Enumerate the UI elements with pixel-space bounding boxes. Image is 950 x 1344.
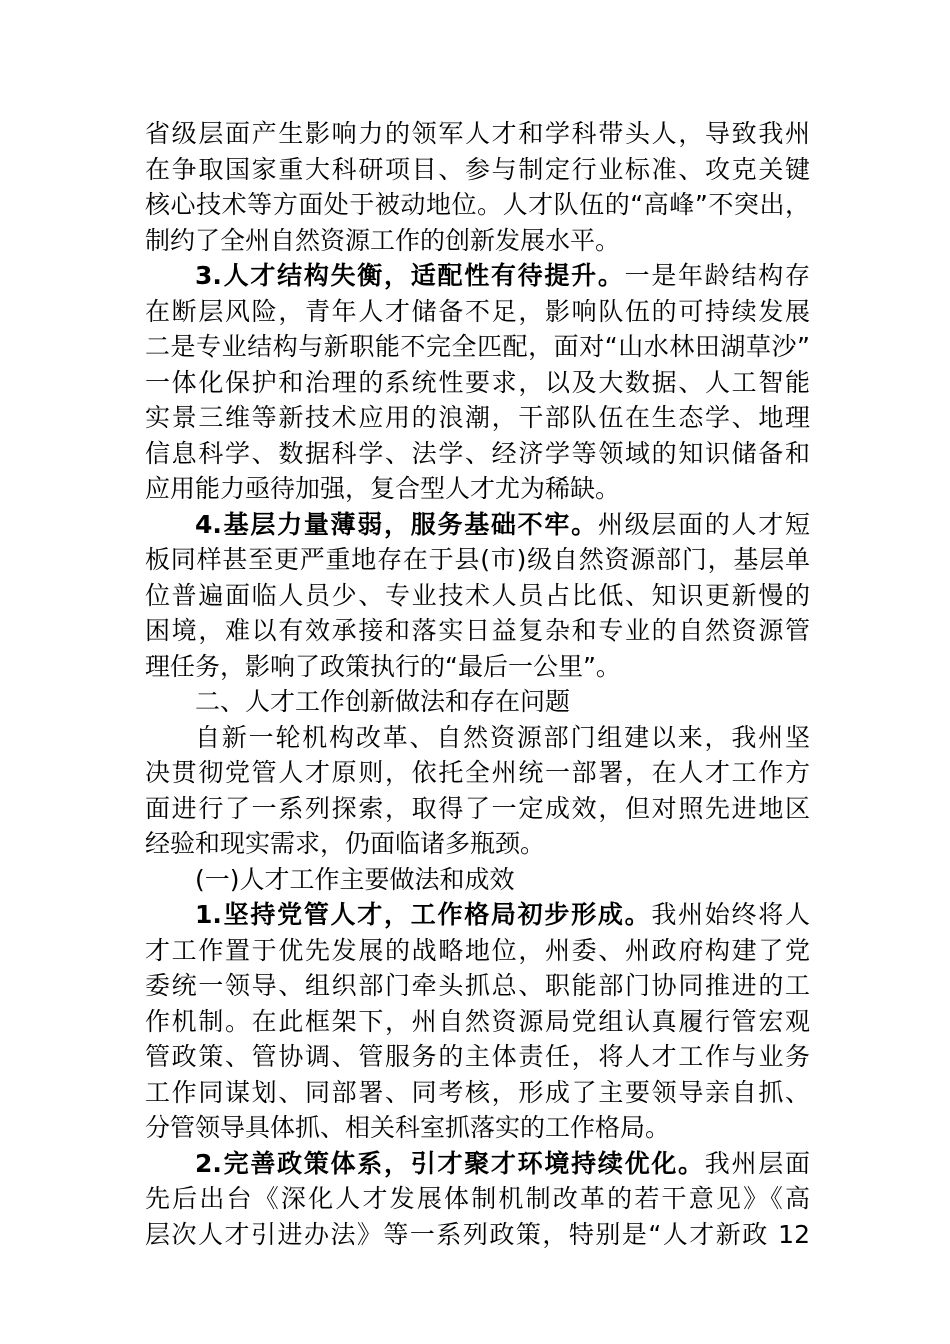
text-line [145,365,810,401]
line-text: 理任务，影响了政策执行的“最后一公里”。 [145,651,621,681]
line-text: 二是专业结构与新职能不完全匹配，面对“山水林田湖草沙” [145,332,810,361]
text-line [145,471,810,507]
text-line [145,1039,810,1075]
text-line [145,1146,810,1182]
line-text: 分管领导具体抓、相关科室抓落实的工作格局。 [145,1113,671,1142]
text-line [145,1004,810,1040]
line-text: 信息科学、数据科学、法学、经济学等领域的知识储备和 [145,438,810,468]
line-text: 一体化保护和治理的系统性要求，以及大数据、人工智能 [145,367,810,397]
line-text: 我州始终将人 [651,900,810,929]
text-line [145,791,810,827]
line-text: 州级层面的人才短 [597,509,810,539]
text-line [145,649,810,685]
bold-heading: 3.人才结构失衡，适配性有待提升。 [195,261,625,290]
line-text: 一是年龄结构存 [624,261,810,290]
line-text: 省级层面产生影响力的领军人才和学科带头人，导致我州 [145,119,810,148]
bold-heading: 1.坚持党管人才，工作格局初步形成。 [195,900,652,929]
text-line [145,329,810,365]
line-text: 自新一轮机构改革、自然资源部门组建以来，我州坚 [195,722,810,752]
line-text: 决贯彻党管人才原则，依托全州统一部署，在人才工作方 [145,758,810,787]
text-line [145,684,810,720]
text-line [145,294,810,330]
line-text: 在断层风险，青年人才储备不足，影响队伍的可持续发展 [145,296,810,326]
text-line [145,968,810,1004]
line-text: 实景三维等新技术应用的浪潮，干部队伍在生态学、地理 [145,403,810,432]
text-line [145,152,810,188]
text-line [145,755,810,791]
text-line [145,826,810,862]
text-line [145,258,810,294]
line-text: 委统一领导、组织部门牵头抓总、职能部门协同推进的工 [145,971,810,1000]
line-text: 位普遍面临人员少、专业技术人员占比低、知识更新慢的 [145,580,810,610]
text-line [145,720,810,756]
line-text: 在争取国家重大科研项目、参与制定行业标准、攻克关键 [145,154,810,184]
line-text: 困境，难以有效承接和落实日益复杂和专业的自然资源管 [145,616,810,645]
text-line [145,116,810,152]
line-text: (一)人才工作主要做法和成效 [195,864,515,894]
line-text: 制约了全州自然资源工作的创新发展水平。 [145,225,621,255]
bold-heading: 2.完善政策体系，引才聚才环境持续优化。 [195,1148,705,1178]
line-text: 作机制。在此框架下，州自然资源局党组认真履行管宏观 [145,1006,810,1036]
text-line [145,187,810,223]
line-text: 二、人才工作创新做法和存在问题 [195,687,571,716]
line-text: 经验和现实需求，仍面临诸多瓶颈。 [145,829,546,858]
text-line [145,613,810,649]
line-text: 工作同谋划、同部署、同考核，形成了主要领导亲自抓、 [145,1077,810,1107]
text-line [145,542,810,578]
text-line [145,933,810,969]
line-text: 面进行了一系列探索，取得了一定成效，但对照先进地区 [145,793,810,823]
text-line [145,1110,810,1146]
line-text: 应用能力亟待加强，复合型人才尤为稀缺。 [145,474,621,503]
text-line [145,1217,810,1253]
text-line [145,436,810,472]
text-line [145,1181,810,1217]
bold-heading: 4.基层力量薄弱，服务基础不牢。 [195,509,598,539]
text-line [145,223,810,259]
line-text: 层次人才引进办法》等一系列政策，特别是“人才新政 12 [145,1219,810,1249]
document-body [145,116,810,1252]
text-line [145,507,810,543]
text-line [145,400,810,436]
text-line [145,862,810,898]
line-text: 我州层面 [704,1148,810,1178]
text-line [145,897,810,933]
line-text: 板同样甚至更严重地存在于县(市)级自然资源部门，基层单 [145,545,810,574]
text-line [145,1075,810,1111]
line-text: 核心技术等方面处于被动地位。人才队伍的“高峰”不突出， [145,190,810,219]
text-line [145,578,810,614]
line-text: 才工作置于优先发展的战略地位，州委、州政府构建了党 [145,935,810,965]
line-text: 先后出台《深化人才发展体制机制改革的若干意见》《高 [145,1184,810,1213]
line-text: 管政策、管协调、管服务的主体责任，将人才工作与业务 [145,1042,810,1071]
